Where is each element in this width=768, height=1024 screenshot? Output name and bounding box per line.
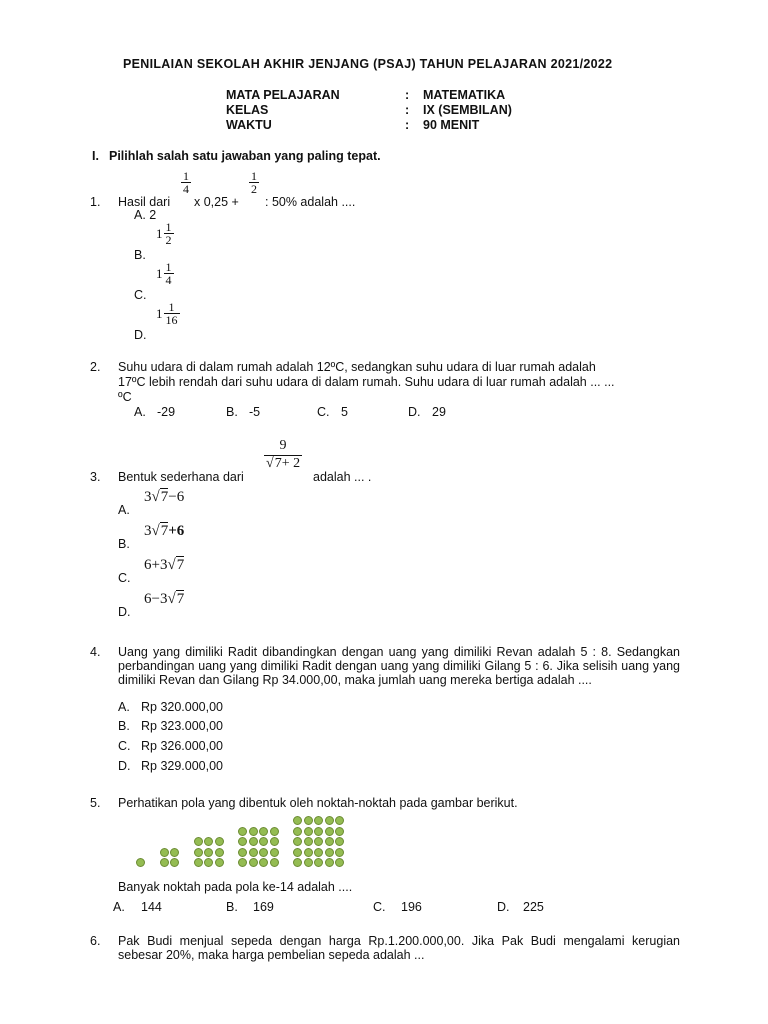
q3-text-after: adalah ... .	[313, 470, 372, 484]
pattern-dot	[160, 848, 169, 857]
pattern-dot	[304, 837, 313, 846]
pattern-dot	[314, 827, 323, 836]
q2-number: 2.	[90, 360, 101, 374]
class-label: KELAS	[226, 103, 269, 117]
q3-option-a-pre: 3	[144, 489, 152, 505]
pattern-dot	[314, 858, 323, 867]
q4-option-a-letter: A.	[118, 700, 130, 714]
q1-option-b-letter: B.	[134, 248, 146, 262]
pattern-dot	[293, 816, 302, 825]
pattern-dot	[293, 848, 302, 857]
q3-option-c-expr: 6+3√7	[144, 557, 185, 573]
q5-option-b-value: 169	[253, 900, 274, 914]
q3-option-b-letter: B.	[118, 537, 130, 551]
q5-option-a-letter: A.	[113, 900, 125, 914]
q4-text: Uang yang dimiliki Radit dibandingkan dengan uang yang dimiliki Revan adalah 5 : 8. Sedangkan perbandingan uang yang dimiliki Radit dengan uang yang dimiliki Gilang 5 : 6. Jika selisih uang yang dimiliki Revan dan Gilang Rp 34.000,00, maka jumlah uang mereka bertiga adalah ....	[118, 645, 680, 687]
q3-frac-radicand: 7	[274, 456, 282, 471]
q1-option-b-den: 2	[165, 233, 172, 247]
q3-option-c-pre: 6+3	[144, 557, 168, 573]
q2-option-c-value: 5	[341, 405, 348, 419]
q3-option-a-letter: A.	[118, 503, 130, 517]
pattern-dot	[238, 837, 247, 846]
q3-number: 3.	[90, 470, 101, 484]
class-value: IX (SEMBILAN)	[423, 103, 512, 117]
pattern-dot	[314, 848, 323, 857]
pattern-dot	[270, 848, 279, 857]
pattern-dot	[194, 837, 203, 846]
q3-option-a-radicand: 7	[160, 489, 169, 505]
q3-option-b-pre: 3	[144, 523, 152, 539]
pattern-dot	[325, 848, 334, 857]
q2-option-c-letter: C.	[317, 405, 330, 419]
q3-option-a-post: −6	[168, 489, 185, 505]
q1-fraction-half	[249, 170, 259, 195]
q6-number: 6.	[90, 934, 101, 948]
pattern-dot	[204, 858, 213, 867]
q5-number: 5.	[90, 796, 101, 810]
q2-option-d-value: 29	[432, 405, 446, 419]
pattern-dot	[170, 858, 179, 867]
q3-option-d-pre: 6−3	[144, 591, 168, 607]
pattern-dot	[249, 848, 258, 857]
q2-line2: 17ºC lebih rendah dari suhu udara di dalam rumah. Suhu udara di luar rumah adalah ... ...	[118, 375, 615, 389]
q3-frac-den: √7+ 2	[266, 456, 301, 471]
pattern-dot	[314, 816, 323, 825]
q3-option-b-expr: 3√7+6	[144, 523, 185, 539]
q5-option-c-value: 196	[401, 900, 422, 914]
q3-frac-plus: + 2	[281, 456, 301, 471]
q1-option-c-letter: C.	[134, 288, 147, 302]
section-number: I.	[92, 149, 99, 163]
class-sep: :	[405, 103, 410, 117]
subject-value: MATEMATIKA	[423, 88, 506, 102]
q5-option-d-letter: D.	[497, 900, 510, 914]
pattern-dot	[314, 837, 323, 846]
pattern-dot	[335, 827, 344, 836]
pattern-dot	[335, 858, 344, 867]
q3-option-d-expr: 6−3√7	[144, 591, 185, 607]
q5-option-d-value: 225	[523, 900, 544, 914]
q2-line3: ºC	[118, 390, 132, 404]
pattern-dot	[325, 816, 334, 825]
q2-option-b-letter: B.	[226, 405, 238, 419]
q1-option-d-letter: D.	[134, 328, 147, 342]
q3-option-b-radicand: 7	[160, 523, 169, 539]
q1-fraction-quarter	[181, 170, 191, 195]
pattern-dot	[238, 858, 247, 867]
q3-frac-num: 9	[279, 438, 287, 453]
pattern-dot	[136, 858, 145, 867]
q1-text-mid: x 0,25 +	[194, 195, 239, 209]
section-instruction: Pilihlah salah satu jawaban yang paling tepat.	[109, 149, 381, 163]
pattern-dot	[270, 827, 279, 836]
q5-option-c-letter: C.	[373, 900, 386, 914]
q5-option-a-value: 144	[141, 900, 162, 914]
q5-option-b-letter: B.	[226, 900, 238, 914]
q2-option-d-letter: D.	[408, 405, 421, 419]
q1-frac2-den: 2	[251, 182, 257, 196]
q5-question: Banyak noktah pada pola ke-14 adalah ....	[118, 880, 353, 894]
pattern-dot	[259, 848, 268, 857]
q1-frac1-den: 4	[183, 182, 189, 196]
q5-text: Perhatikan pola yang dibentuk oleh noktah-noktah pada gambar berikut.	[118, 796, 518, 810]
pattern-dot	[170, 848, 179, 857]
pattern-dot	[270, 858, 279, 867]
q3-fraction	[264, 439, 302, 471]
q1-option-b-whole: 1	[156, 225, 163, 241]
pattern-dot	[325, 858, 334, 867]
q4-option-a-value: Rp 320.000,00	[141, 700, 224, 714]
pattern-dot	[335, 816, 344, 825]
pattern-dot	[215, 848, 224, 857]
pattern-dot	[215, 837, 224, 846]
q1-option-c-whole: 1	[156, 265, 163, 281]
pattern-dot	[304, 848, 313, 857]
pattern-dot	[304, 858, 313, 867]
pattern-dot	[204, 837, 213, 846]
pattern-dot	[249, 858, 258, 867]
q1-option-d-num: 1	[168, 300, 175, 314]
q6-text: Pak Budi menjual sepeda dengan harga Rp.1.200.000,00. Jika Pak Budi mengalami kerugian sebesar 20%, maka harga pembelian sepeda adalah ...	[118, 934, 680, 962]
pattern-dot	[335, 837, 344, 846]
subject-sep: :	[405, 88, 410, 102]
pattern-dot	[325, 827, 334, 836]
q1-option-d-whole: 1	[156, 305, 163, 321]
pattern-dot	[238, 848, 247, 857]
time-value: 90 MENIT	[423, 118, 480, 132]
time-label: WAKTU	[226, 118, 272, 132]
pattern-dot	[238, 827, 247, 836]
q1-option-b-mixed	[156, 221, 174, 246]
q1-option-d-mixed	[156, 301, 180, 326]
q1-option-d-den: 16	[165, 313, 178, 327]
q3-option-c-letter: C.	[118, 571, 131, 585]
pattern-dot	[215, 858, 224, 867]
q1-option-c-mixed	[156, 261, 174, 286]
q2-option-a-letter: A.	[134, 405, 146, 419]
q2-option-b-value: -5	[249, 405, 261, 419]
q1-frac1-num: 1	[183, 169, 189, 183]
q3-option-c-radicand: 7	[176, 557, 185, 573]
q4-option-d-value: Rp 329.000,00	[141, 759, 224, 773]
pattern-dot	[259, 858, 268, 867]
pattern-dot	[249, 827, 258, 836]
q4-option-b-value: Rp 323.000,00	[141, 719, 224, 733]
q1-number: 1.	[90, 195, 101, 209]
q4-option-c-letter: C.	[118, 739, 131, 753]
q2-option-a-value: -29	[157, 405, 176, 419]
pattern-dot	[194, 848, 203, 857]
q3-option-b-post: +6	[168, 523, 185, 539]
pattern-dot	[325, 837, 334, 846]
q3-option-d-radicand: 7	[176, 591, 185, 607]
q1-option-c-num: 1	[165, 260, 172, 274]
time-sep: :	[405, 118, 410, 132]
q3-text-before: Bentuk sederhana dari	[118, 470, 244, 484]
pattern-dot	[293, 837, 302, 846]
pattern-dot	[204, 848, 213, 857]
q4-number: 4.	[90, 645, 101, 659]
q3-option-d-letter: D.	[118, 605, 131, 619]
q1-option-a: A. 2	[134, 208, 157, 222]
pattern-dot	[194, 858, 203, 867]
pattern-dot	[293, 827, 302, 836]
q2-line1: Suhu udara di dalam rumah adalah 12ºC, sedangkan suhu udara di luar rumah adalah	[118, 360, 596, 374]
q1-frac2-num: 1	[251, 169, 257, 183]
exam-title: PENILAIAN SEKOLAH AKHIR JENJANG (PSAJ) TAHUN PELAJARAN 2021/2022	[123, 57, 613, 71]
pattern-dot	[259, 827, 268, 836]
pattern-dot	[249, 837, 258, 846]
q1-text-before: Hasil dari	[118, 195, 171, 209]
pattern-dot	[293, 858, 302, 867]
pattern-dot	[259, 837, 268, 846]
q4-option-d-letter: D.	[118, 759, 131, 773]
q4-option-c-value: Rp 326.000,00	[141, 739, 224, 753]
subject-label: MATA PELAJARAN	[226, 88, 340, 102]
pattern-dot	[304, 816, 313, 825]
q3-option-a-expr: 3√7−6	[144, 489, 185, 505]
pattern-dot	[160, 858, 169, 867]
pattern-dot	[304, 827, 313, 836]
q1-option-c-den: 4	[165, 273, 172, 287]
q1-option-b-num: 1	[165, 220, 172, 234]
pattern-dot	[335, 848, 344, 857]
pattern-dot	[270, 837, 279, 846]
q4-option-b-letter: B.	[118, 719, 130, 733]
q1-text-after: : 50% adalah ....	[265, 195, 356, 209]
